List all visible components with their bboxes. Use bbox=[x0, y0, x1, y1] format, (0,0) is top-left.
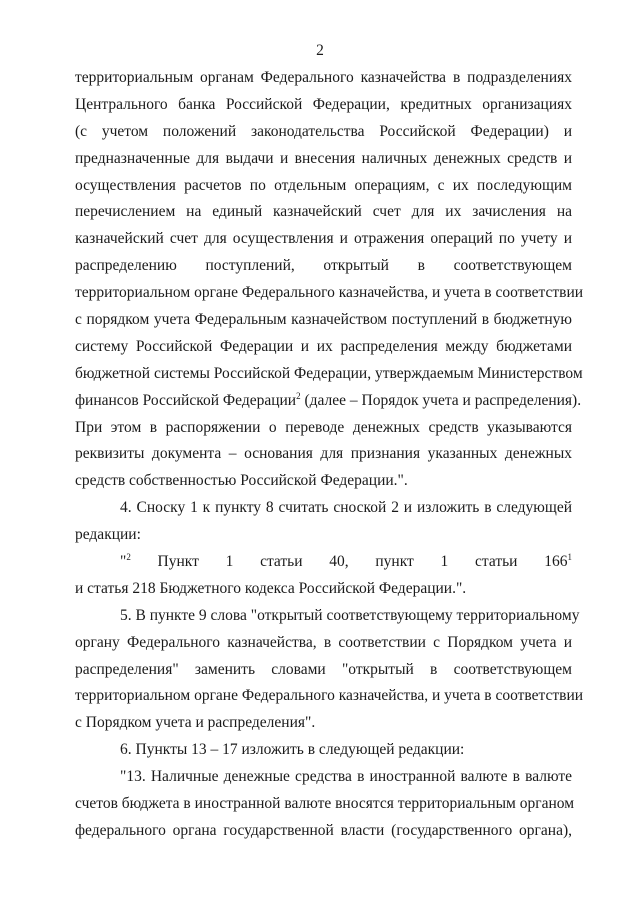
text-line: казначейский счет для осуществления и отражения операций по учету и bbox=[75, 230, 572, 248]
footnote-word: 1 bbox=[225, 553, 234, 571]
footnote-word: 1 bbox=[440, 553, 449, 571]
footnote-mark bbox=[120, 549, 131, 576]
text-line: систему Российской Федерации и их распределения между бюджетами bbox=[75, 337, 572, 355]
text-line: с порядком учета Федеральным казначейством поступлений в бюджетную bbox=[75, 311, 572, 329]
text-fragment: (далее – Порядок учета и распределения). bbox=[300, 391, 582, 409]
text-line: осуществления расчетов по отдельным операциям, с их последующим bbox=[75, 176, 572, 194]
text-line: бюджетной системы Российской Федерации, утверждаемым Министерством bbox=[75, 364, 583, 382]
item-5-line: с Порядком учета и распределения". bbox=[75, 714, 316, 732]
footnote-line: и статья 218 Бюджетного кодекса Российской Федерации.". bbox=[75, 579, 467, 597]
item-6-line: 6. Пункты 13 – 17 изложить в следующей редакции: bbox=[120, 741, 465, 759]
item-13-line: федерального органа государственной власти (государственного органа), bbox=[75, 821, 572, 839]
item-13-line: счетов бюджета в иностранной валюте вносятся территориальным органом bbox=[75, 795, 575, 813]
item-5-line: 5. В пункте 9 слова "открытый соответствующему территориальному bbox=[120, 606, 580, 624]
item-4-line: редакции: bbox=[75, 526, 141, 544]
text-line: реквизиты документа – основания для признания указанных денежных bbox=[75, 445, 572, 463]
footnote-word: статьи bbox=[475, 553, 518, 571]
page-number: 2 bbox=[316, 42, 324, 59]
footnote-word: 40, bbox=[329, 553, 349, 571]
text-line: территориальном органе Федерального казначейства, и учета в соответствии bbox=[75, 284, 584, 302]
item-13-line: "13. Наличные денежные средства в иностранной валюте в валюте bbox=[120, 768, 572, 786]
footnote-article bbox=[544, 549, 572, 576]
footnote-word: пункт bbox=[375, 553, 414, 571]
text-line: территориальным органам Федерального казначейства в подразделениях bbox=[75, 69, 572, 86]
article-superscript: 1 bbox=[567, 551, 572, 562]
footnote-word: статьи bbox=[260, 553, 303, 571]
text-line: распределению поступлений, открытый в соответствующем bbox=[75, 257, 572, 275]
item-5-line: территориальном органе Федерального казначейства, и учета в соответствии bbox=[75, 687, 584, 705]
article-number: 166 bbox=[544, 553, 568, 571]
document-body bbox=[75, 65, 584, 845]
text-fragment: финансов Российской Федерации bbox=[75, 391, 297, 409]
text-line: средств собственностью Российской Федерации.". bbox=[75, 472, 408, 490]
text-line: перечислением на единый казначейский счет для их зачисления на bbox=[75, 203, 572, 221]
item-4-line: 4. Сноску 1 к пункту 8 считать сноской 2 и изложить в следующей bbox=[120, 499, 572, 517]
text-line-with-footnote bbox=[75, 388, 582, 415]
footnote-word: Пункт bbox=[157, 553, 199, 571]
text-line: Центрального банка Российской Федерации, кредитных организациях bbox=[75, 95, 572, 113]
text-line: предназначенные для выдачи и внесения наличных денежных средств и bbox=[75, 149, 572, 167]
footnote-line bbox=[75, 549, 572, 576]
item-5-line: органу Федерального казначейства, в соответствии с Порядком учета и bbox=[75, 633, 572, 651]
footnote-mark-number: 2 bbox=[126, 551, 131, 562]
quote-mark: " bbox=[120, 553, 127, 571]
text-line: При этом в распоряжении о переводе денежных средств указываются bbox=[75, 418, 572, 436]
text-line: (с учетом положений законодательства Российской Федерации) и bbox=[75, 122, 572, 140]
item-5-line: распределения" заменить словами "открытый в соответствующем bbox=[75, 660, 572, 678]
footnote-reference: 2 bbox=[296, 390, 301, 401]
